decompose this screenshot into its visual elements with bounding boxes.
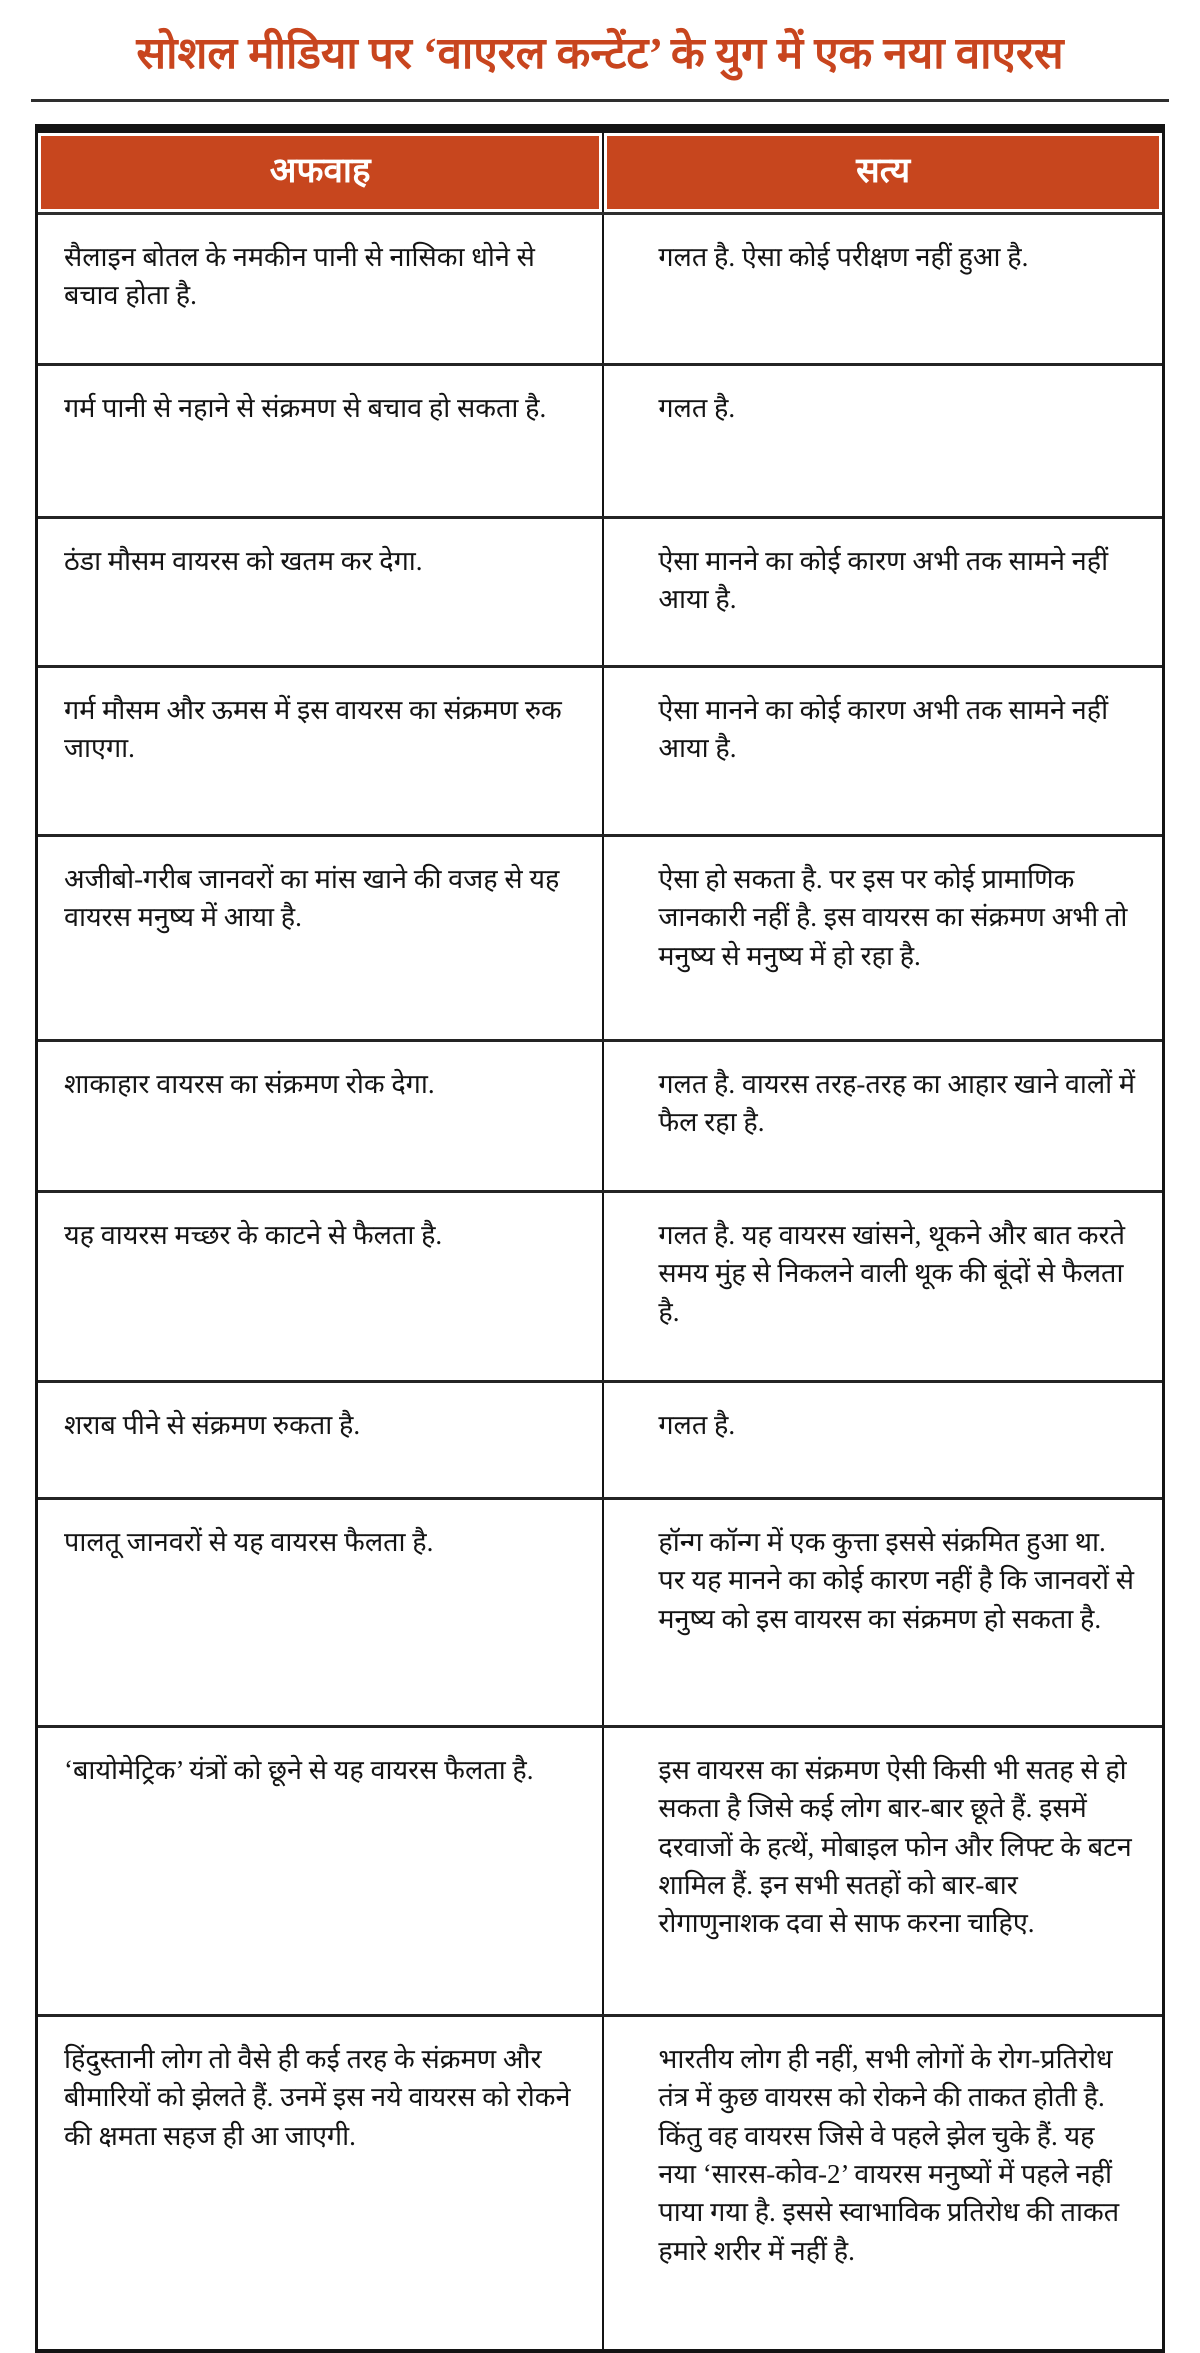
column-header-rumor: अफवाह	[41, 136, 599, 209]
truth-cell: हॉन्ग कॉन्ग में एक कुत्ता इससे संक्रमित हुआ था. पर यह मानने का कोई कारण नहीं है कि जानवरों से मनुष्य को इस वायरस का संक्रमण हो सकता है.	[603, 1499, 1162, 1727]
truth-cell: गलत है.	[603, 365, 1162, 518]
myth-fact-table-grid	[38, 133, 1162, 2349]
rumor-cell: ‘बायोमेट्रिक’ यंत्रों को छूने से यह वायरस फैलता है.	[38, 1727, 603, 2016]
table-row	[38, 1382, 1162, 1499]
truth-cell: ऐसा मानने का कोई कारण अभी तक सामने नहीं आया है.	[603, 667, 1162, 836]
truth-cell: गलत है.	[603, 1382, 1162, 1499]
rumor-cell: हिंदुस्तानी लोग तो वैसे ही कई तरह के संक्रमण और बीमारियों को झेलते हैं. उनमें इस नये वायरस को रोकने की क्षमता सहज ही आ जाएगी.	[38, 2016, 603, 2350]
myth-fact-table	[35, 124, 1165, 2353]
rumor-cell: पालतू जानवरों से यह वायरस फैलता है.	[38, 1499, 603, 1727]
table-row	[38, 365, 1162, 518]
table-row	[38, 1499, 1162, 1727]
rumor-cell: अजीबो-गरीब जानवरों का मांस खाने की वजह से यह वायरस मनुष्य में आया है.	[38, 836, 603, 1041]
page-title: सोशल मीडिया पर ‘वाएरल कन्टेंट’ के युग में एक नया वाएरस	[136, 29, 1064, 78]
table-row	[38, 2016, 1162, 2350]
table-row	[38, 836, 1162, 1041]
rumor-cell: गर्म मौसम और ऊमस में इस वायरस का संक्रमण रुक जाएगा.	[38, 667, 603, 836]
truth-cell: इस वायरस का संक्रमण ऐसी किसी भी सतह से हो सकता है जिसे कई लोग बार-बार छूते हैं. इसमें दरवाजों के हत्थें, मोबाइल फोन और लिफ्ट के बटन शामिल हैं. इन सभी सतहों को बार-बार रोगाणुनाशक दवा से साफ करना चाहिए.	[603, 1727, 1162, 2016]
rumor-header-cell	[38, 133, 603, 214]
truth-cell: गलत है. वायरस तरह-तरह का आहार खाने वालों में फैल रहा है.	[603, 1041, 1162, 1192]
truth-cell: गलत है. यह वायरस खांसने, थूकने और बात करते समय मुंह से निकलने वाली थूक की बूंदों से फैलता है.	[603, 1192, 1162, 1382]
table-row	[38, 1192, 1162, 1382]
truth-cell: ऐसा हो सकता है. पर इस पर कोई प्रामाणिक जानकारी नहीं है. इस वायरस का संक्रमण अभी तो मनुष्य से मनुष्य में हो रहा है.	[603, 836, 1162, 1041]
rumor-cell: ठंडा मौसम वायरस को खतम कर देगा.	[38, 518, 603, 667]
table-row	[38, 1727, 1162, 2016]
table-row	[38, 214, 1162, 365]
table-row	[38, 1041, 1162, 1192]
truth-header-cell	[603, 133, 1162, 214]
truth-cell: भारतीय लोग ही नहीं, सभी लोगों के रोग-प्रतिरोध तंत्र में कुछ वायरस को रोकने की ताकत होती है. किंतु वह वायरस जिसे वे पहले झेल चुके हैं. यह नया ‘सारस-कोव-2’ वायरस मनुष्यों में पहले नहीं पाया गया है. इससे स्वाभाविक प्रतिरोध की ताकत हमारे शरीर में नहीं है.	[603, 2016, 1162, 2350]
title-divider	[31, 99, 1169, 102]
table-header-row	[38, 133, 1162, 214]
rumor-cell: शाकाहार वायरस का संक्रमण रोक देगा.	[38, 1041, 603, 1192]
column-header-truth: सत्य	[607, 136, 1159, 209]
table-row	[38, 667, 1162, 836]
myth-table-body	[38, 133, 1162, 2349]
rumor-cell: गर्म पानी से नहाने से संक्रमण से बचाव हो सकता है.	[38, 365, 603, 518]
rumor-cell: शराब पीने से संक्रमण रुकता है.	[38, 1382, 603, 1499]
rumor-cell: यह वायरस मच्छर के काटने से फैलता है.	[38, 1192, 603, 1382]
rumor-cell: सैलाइन बोतल के नमकीन पानी से नासिका धोने से बचाव होता है.	[38, 214, 603, 365]
table-row	[38, 518, 1162, 667]
truth-cell: गलत है. ऐसा कोई परीक्षण नहीं हुआ है.	[603, 214, 1162, 365]
truth-cell: ऐसा मानने का कोई कारण अभी तक सामने नहीं आया है.	[603, 518, 1162, 667]
